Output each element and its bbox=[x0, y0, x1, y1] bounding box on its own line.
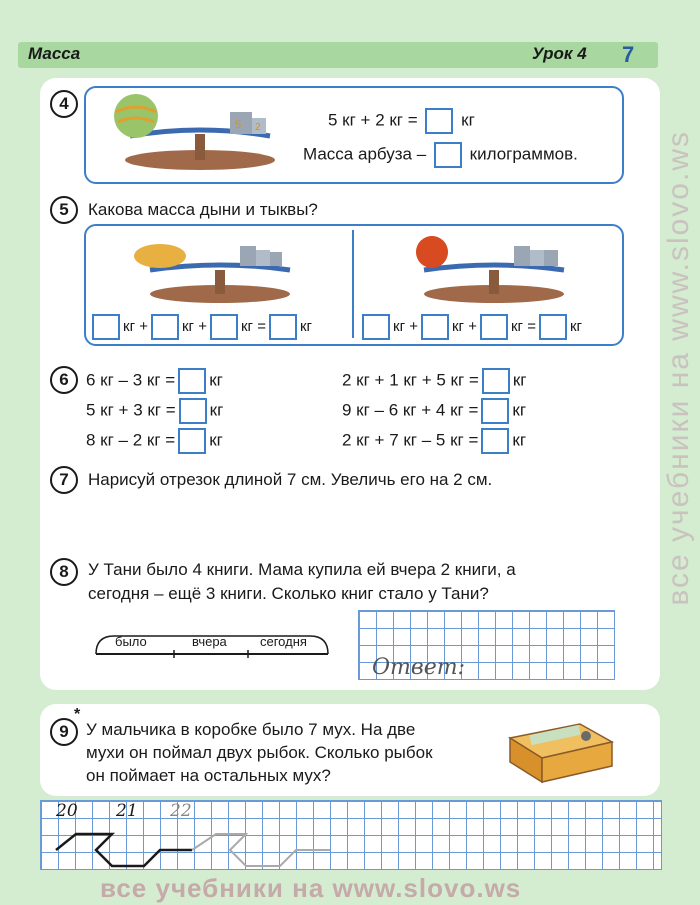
answer-box[interactable] bbox=[179, 398, 207, 424]
task-9-star: * bbox=[74, 706, 81, 723]
task-8-line-2: сегодня – ещё 3 книги. Сколько книг стало у Тани? bbox=[88, 584, 489, 603]
page-number: 7 bbox=[622, 42, 635, 67]
sequence-pattern bbox=[40, 800, 360, 868]
scale-with-melon-illustration bbox=[130, 234, 310, 306]
answer-box[interactable] bbox=[362, 314, 390, 340]
task-6-left-1: 6 кг – 3 кг = кг bbox=[86, 368, 223, 394]
answer-box[interactable] bbox=[481, 428, 509, 454]
page-header bbox=[0, 0, 700, 70]
task-4-expression: 5 кг + 2 кг = bbox=[328, 110, 418, 130]
task-5-divider bbox=[352, 230, 354, 338]
answer-box[interactable] bbox=[151, 314, 179, 340]
sequence-number-1: 20 bbox=[56, 801, 78, 821]
task-5-right-equation bbox=[362, 314, 582, 340]
unit-label: кг bbox=[569, 317, 582, 335]
unit-label: килограммов. bbox=[469, 144, 578, 164]
unit-label: кг bbox=[393, 317, 406, 335]
answer-box[interactable] bbox=[178, 428, 206, 454]
watermark-bottom: все учебники на www.slovo.ws bbox=[100, 873, 522, 903]
sequence-number-3: 22 bbox=[170, 801, 192, 821]
answer-box[interactable] bbox=[421, 314, 449, 340]
scale-with-watermelon-illustration bbox=[100, 94, 300, 174]
plus-sign: + bbox=[468, 317, 477, 335]
svg-text:5: 5 bbox=[235, 119, 242, 131]
answer-box[interactable] bbox=[269, 314, 297, 340]
segment-label-was: было bbox=[115, 634, 147, 649]
task-8-line-1: У Тани было 4 книги. Мама купила ей вчера 2 книги, а bbox=[88, 560, 516, 579]
task-6-right-1: 2 кг + 1 кг + 5 кг = кг bbox=[342, 368, 527, 394]
task-7-text: Нарисуй отрезок длиной 7 см. Увеличь его на 2 см. bbox=[88, 470, 493, 489]
task-4-number: 4 bbox=[50, 90, 78, 118]
task-8-number: 8 bbox=[50, 558, 78, 586]
task-5-question: Какова масса дыни и тыквы? bbox=[88, 200, 318, 219]
answer-box[interactable] bbox=[210, 314, 238, 340]
task-6-left-2: 5 кг + 3 кг = кг bbox=[86, 398, 223, 424]
task-6-left-3: 8 кг – 2 кг = кг bbox=[86, 428, 223, 454]
task-6-number: 6 bbox=[50, 366, 78, 394]
segment-label-today: сегодня bbox=[260, 634, 307, 649]
unit-label: кг bbox=[181, 317, 195, 335]
scale-with-pumpkin-illustration bbox=[404, 230, 584, 306]
task-9-number: 9 bbox=[50, 718, 78, 746]
unit-label: кг bbox=[240, 317, 254, 335]
answer-box[interactable] bbox=[178, 368, 206, 394]
task-6-right-3: 2 кг + 7 кг – 5 кг = кг bbox=[342, 428, 526, 454]
task-9-line-2: мухи он поймал двух рыбок. Сколько рыбок bbox=[86, 743, 433, 762]
answer-box[interactable] bbox=[481, 398, 509, 424]
task-4-line-1 bbox=[328, 108, 475, 134]
plus-sign: + bbox=[139, 317, 148, 335]
task-5-left-equation bbox=[92, 314, 312, 340]
equals-sign: = bbox=[527, 317, 536, 335]
unit-label: кг bbox=[123, 317, 136, 335]
section-title: Масса bbox=[28, 44, 81, 63]
answer-box[interactable] bbox=[92, 314, 120, 340]
task-4-line-2 bbox=[303, 142, 578, 168]
unit-label: кг bbox=[451, 317, 465, 335]
task-6-right-2: 9 кг – 6 кг + 4 кг = кг bbox=[342, 398, 526, 424]
watermark-vertical: все учебники на www.slovo.ws bbox=[662, 130, 695, 606]
unit-label: кг bbox=[510, 317, 524, 335]
answer-label: Ответ: bbox=[372, 655, 465, 680]
answer-box[interactable] bbox=[425, 108, 453, 134]
unit-label: кг bbox=[299, 317, 312, 335]
segment-label-yesterday: вчера bbox=[192, 634, 227, 649]
answer-box[interactable] bbox=[539, 314, 567, 340]
lesson-label: Урок 4 bbox=[532, 44, 587, 63]
svg-text:2: 2 bbox=[255, 122, 261, 133]
sequence-number-2: 21 bbox=[116, 801, 138, 821]
task-4-sentence: Масса арбуза – bbox=[303, 144, 427, 164]
answer-box[interactable] bbox=[482, 368, 510, 394]
answer-box[interactable] bbox=[480, 314, 508, 340]
equals-sign: = bbox=[257, 317, 266, 335]
task-9-line-1: У мальчика в коробке было 7 мух. На две bbox=[86, 720, 416, 739]
plus-sign: + bbox=[198, 317, 207, 335]
task-9-line-3: он поймает на остальных мух? bbox=[86, 766, 331, 785]
plus-sign: + bbox=[409, 317, 418, 335]
answer-box[interactable] bbox=[434, 142, 462, 168]
unit-label: кг bbox=[461, 110, 475, 130]
task-7-number: 7 bbox=[50, 466, 78, 494]
matchbox-illustration bbox=[500, 710, 618, 784]
task-5-number: 5 bbox=[50, 196, 78, 224]
